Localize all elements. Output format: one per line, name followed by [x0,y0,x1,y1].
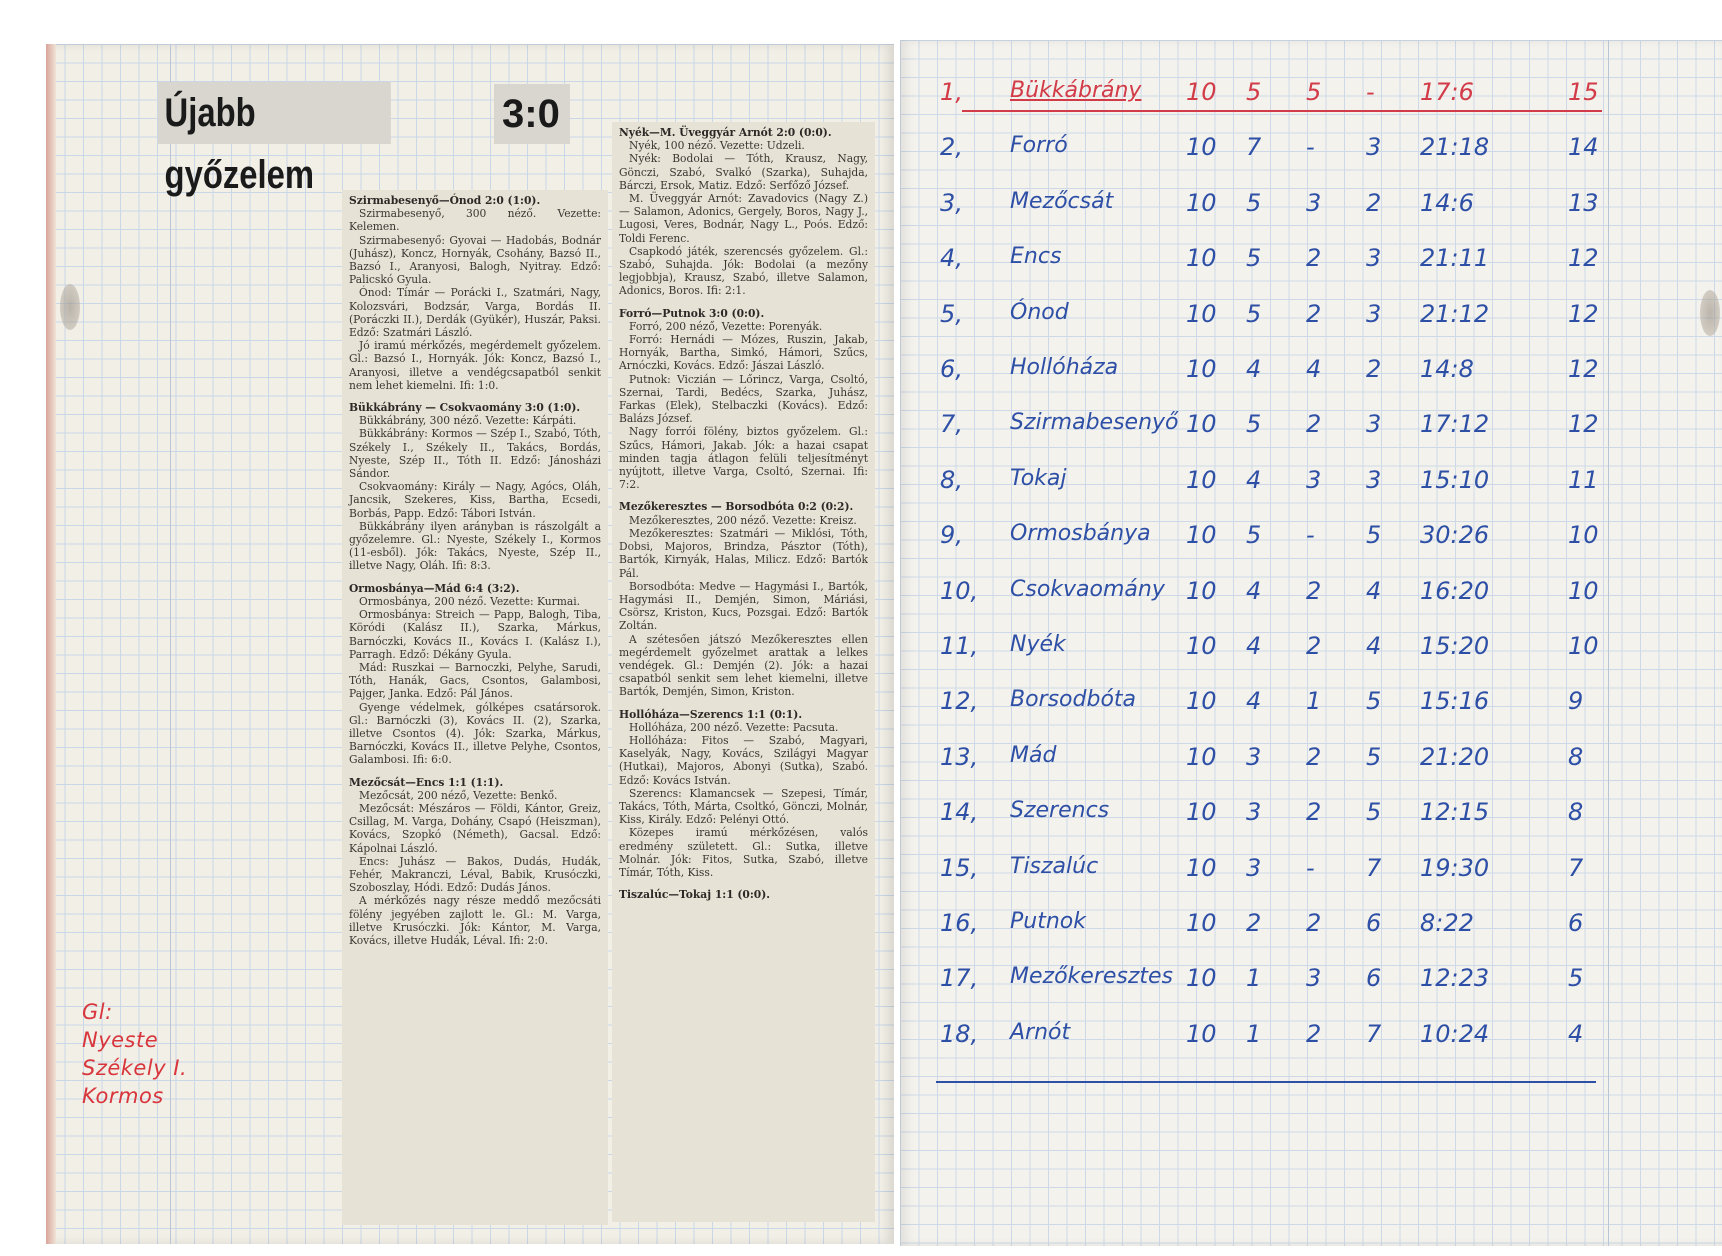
match-report-title: Mezőcsát—Encs 1:1 (1:1). [349,775,504,789]
points-cell: 10 [1568,521,1599,550]
goals-cell: 19:30 [1420,853,1490,882]
won-cell: 5 [1246,299,1262,328]
drawn-cell: 3 [1306,465,1322,494]
won-cell: 4 [1246,465,1262,494]
won-cell: 5 [1246,521,1262,550]
team-name: Forró [1010,133,1068,159]
played-cell: 10 [1186,299,1217,328]
team-name: Putnok [1010,909,1086,934]
match-report-title: Hollóháza—Szerencs 1:1 (0:1). [619,707,803,721]
lost-cell: 2 [1366,355,1382,383]
match-report-paragraph: Mezőcsát: Mészáros — Földi, Kántor, Greiz, Csillag, M. Varga, Dohány, Csapó (Heiszman), Kovács, Szopkó (Németh), Gacsal. Edző: Kápolnai László. [349,801,601,855]
match-report-paragraph: Csokvaomány: Király — Nagy, Agócs, Oláh, Jancsik, Szekeres, Kiss, Bartha, Ecsedi, Borbás, Papp. Edző: Tábori István. [349,480,601,520]
match-report-title: Nyék—M. Üveggyár Arnót 2:0 (0:0). [619,126,832,139]
relegation-line [936,1081,1596,1083]
goals-cell: 12:23 [1420,964,1490,993]
handnote-line: Kormos [82,1084,164,1108]
standings-row [940,577,1620,617]
lost-cell: 7 [1366,853,1382,882]
won-cell: 1 [1246,964,1262,993]
goals-cell: 10:24 [1420,1019,1490,1048]
won-cell: 4 [1246,355,1262,383]
points-cell: 8 [1568,798,1584,827]
rank-cell: 9, [940,521,963,550]
rank-cell: 14, [940,798,979,827]
match-report [349,776,601,948]
lost-cell: 5 [1366,798,1382,827]
match-report-paragraph: Ormosbánya: Streich — Papp, Balogh, Tiba, Köródi (Kalász II.), Szarka, Márkus, Barnóczki, Kovács II., Kovács I. (Kalász I.), Parragh. Edző: Dékány Gyula. [349,608,601,661]
played-cell: 10 [1186,964,1217,993]
points-cell: 12 [1568,244,1599,273]
goals-cell: 15:10 [1420,465,1490,494]
match-report-paragraph: Bükkábrány: Kormos — Szép I., Szabó, Tóth, Székely I., Székely II., Takács, Bordás, Nyeste, Szép II., Tóth II. Edző: Jánosházi Sándor. [349,427,601,481]
won-cell: 4 [1246,632,1262,660]
match-report-paragraph: Forró, 200 néző, Vezette: Porenyák. [629,319,823,333]
match-report-title: Mezőkeresztes — Borsodbóta 0:2 (0:2). [619,500,854,514]
won-cell: 3 [1246,798,1262,827]
match-report-paragraph: Ormosbánya, 200 néző. Vezette: Kurmai. [359,594,581,608]
drawn-cell: 3 [1306,188,1322,217]
points-cell: 6 [1568,909,1584,937]
drawn-cell: 2 [1306,798,1322,827]
rank-cell: 2, [940,133,963,162]
binder-hole-left [60,284,80,330]
rank-cell: 10, [940,576,979,605]
standings-row [940,854,1620,894]
lost-cell: - [1366,78,1375,106]
standings-row [940,410,1620,450]
rank-cell: 8, [940,465,963,494]
played-cell: 10 [1186,742,1217,771]
rank-cell: 1, [940,78,963,106]
won-cell: 7 [1246,133,1262,162]
points-cell: 7 [1568,853,1584,882]
drawn-cell: 2 [1306,410,1322,439]
rank-cell: 6, [940,355,963,383]
drawn-cell: - [1306,521,1315,550]
lost-cell: 3 [1366,133,1382,162]
match-report-paragraph: Szirmabesenyő, 300 néző. Vezette: Kelemen. [349,207,601,234]
lost-cell: 5 [1366,521,1382,550]
goals-cell: 21:18 [1420,133,1490,162]
match-report [619,126,868,298]
standings-row [940,300,1620,340]
rank-cell: 17, [940,964,979,993]
standings-row [940,1020,1620,1060]
won-cell: 4 [1246,687,1262,716]
won-cell: 1 [1246,1019,1262,1048]
match-report-title: Tiszalúc—Tokaj 1:1 (0:0). [619,888,771,902]
points-cell: 11 [1568,465,1599,494]
team-name: Mezőkeresztes [1010,964,1174,990]
match-report-paragraph: M. Üveggyár Arnót: Zavadovics (Nagy Z.) — Salamon, Adonics, Gergely, Boros, Nagy J., Lugosi, Veres, Bodnár, Nagy L., Poós. Edző: Toldi Ferenc. [619,192,868,245]
standings-row [940,521,1620,561]
goals-cell: 15:20 [1420,632,1490,660]
standings-row [940,355,1620,395]
handnote-line: Gl: [82,1000,113,1024]
points-cell: 10 [1568,632,1599,660]
standings-row [940,964,1620,1004]
drawn-cell: 2 [1306,576,1322,605]
points-cell: 5 [1568,964,1584,993]
drawn-cell: 3 [1306,964,1322,993]
lost-cell: 6 [1366,909,1382,937]
won-cell: 4 [1246,576,1262,605]
goals-cell: 14:6 [1420,188,1474,217]
drawn-cell: 1 [1306,687,1322,716]
points-cell: 12 [1568,355,1599,383]
rank-cell: 12, [940,687,979,716]
match-report-paragraph: Mezőkeresztes: Szatmári — Miklósi, Tóth, Dobsi, Majoros, Brindza, Pásztor (Tóth), Bartók, Kirnyák, Halas, Milicz. Edző: Bartók Pál. [619,526,868,580]
match-report-paragraph: Putnok: Viczián — Lőrincz, Varga, Csoltó, Szernai, Tardi, Bedécs, Szarka, Juhász, Farkas (Elek), Stelbaczki (Kovács). Edző: Balázs József. [619,372,868,426]
match-report-paragraph: Hollóháza, 200 néző. Vezette: Pacsuta. [629,720,839,734]
match-report-paragraph: Hollóháza: Fitos — Szabó, Magyari, Kaselyák, Nagy, Kovács, Szilágyi Magyar (Hutkai), Majoros, Abonyi (Sutka), Szabó. Edző: Kovács István. [619,733,868,787]
match-report-title: Szirmabesenyő—Ónod 2:0 (1:0). [349,194,541,207]
won-cell: 5 [1246,188,1262,217]
won-cell: 2 [1246,909,1262,937]
match-report-title: Bükkábrány — Csokvaomány 3:0 (1:0). [349,401,581,415]
match-report [349,401,601,573]
goals-cell: 14:8 [1420,355,1474,383]
match-report-paragraph: Mád: Ruszkai — Barnoczki, Pelyhe, Sarudi, Tóth, Hanák, Gacs, Csontos, Galambosi, Pajger, Janka. Edző: Pál János. [349,660,601,701]
lost-cell: 2 [1366,188,1382,217]
match-report-paragraph: Mezőkeresztes, 200 néző. Vezette: Kreisz. [629,513,857,527]
standings-row [940,687,1620,727]
team-name: Mád [1010,742,1057,768]
team-name: Szirmabesenyő [1010,410,1179,436]
match-report-paragraph: Nyék, 100 néző. Vezette: Udzeli. [629,139,805,153]
played-cell: 10 [1186,576,1217,605]
match-report-title: Forró—Putnok 3:0 (0:0). [619,306,765,320]
match-report [619,888,868,901]
points-cell: 12 [1568,299,1599,328]
lost-cell: 3 [1366,244,1382,273]
played-cell: 10 [1186,410,1217,439]
team-name: Szerencs [1010,798,1110,824]
played-cell: 10 [1186,133,1217,162]
lost-cell: 6 [1366,964,1382,993]
team-name: Nyék [1010,632,1066,657]
rank-cell: 11, [940,632,979,660]
match-report-paragraph: Jó iramú mérkőzés, megérdemelt győzelem. Gl.: Bazsó I., Hornyák. Jók: Koncz, Bazsó I., Aranyosi, illetve a vendégcsapatból senkit nem lehet kiemelni. Ifi: 1:0. [349,339,601,392]
goals-cell: 17:12 [1420,410,1490,439]
standings-row [940,909,1620,949]
rank-cell: 3, [940,188,963,217]
team-name: Hollóháza [1010,355,1119,380]
match-report-paragraph: Szirmabesenyő: Gyovai — Hadobás, Bodnár (Juhász), Koncz, Hornyák, Csohány, Bazsó II., Bazsó I., Aranyosi, Balogh, Nyitray. Edző: Palicskó Gyula. [349,233,601,287]
match-report [619,307,868,492]
goals-cell: 16:20 [1420,576,1490,605]
rank-cell: 4, [940,244,963,273]
binder-hole-right [1700,290,1720,336]
drawn-cell: 5 [1306,78,1322,106]
won-cell: 5 [1246,410,1262,439]
drawn-cell: 2 [1306,909,1322,937]
match-report-paragraph: Szerencs: Klamancsek — Szepesi, Tímár, Takács, Tóth, Márta, Csoltkó, Gönczi, Molnár, Kiss, Király. Edző: Pelényi Ottó. [619,786,868,827]
goals-cell: 8:22 [1420,909,1474,937]
match-report [349,194,601,392]
points-cell: 13 [1568,188,1599,217]
match-report-paragraph: A mérkőzés nagy része meddő mezőcsáti fölény jegyében zajlott le. Gl.: M. Varga, illetve Krusóczki. Jók: Kántor, M. Varga, Kovács, illetve Hudák, Léval. Ifi: 2:0. [349,894,601,947]
points-cell: 10 [1568,576,1599,605]
drawn-cell: - [1306,133,1315,162]
played-cell: 10 [1186,1019,1217,1048]
match-report-paragraph: Bükkábrány, 300 néző. Vezette: Kárpáti. [359,414,577,428]
points-cell: 9 [1568,687,1584,716]
team-name: Ormosbánya [1010,521,1151,547]
won-cell: 3 [1246,853,1262,882]
rank-cell: 15, [940,853,979,882]
rank-cell: 5, [940,299,963,328]
standings-row [940,244,1620,284]
standings-row [940,133,1620,173]
drawn-cell: 2 [1306,244,1322,273]
lost-cell: 3 [1366,465,1382,494]
match-report-paragraph: Közepes iramú mérkőzésen, valós eredmény született. Gl.: Sutka, illetve Molnár. Jók: Fitos, Sutka, Szabó, illetve Tímár, Tóth, Kiss. [619,826,868,879]
lost-cell: 3 [1366,299,1382,328]
match-report-paragraph: Nyék: Bodolai — Tóth, Krausz, Nagy, Gönczi, Szabó, Svalkó (Szarka), Suhajda, Bárczi, Ersok, Matiz. Edző: Serfőző József. [619,152,868,192]
goals-cell: 17:6 [1420,78,1474,106]
won-cell: 5 [1246,244,1262,273]
lost-cell: 5 [1366,687,1382,716]
won-cell: 3 [1246,742,1262,771]
clipping-headline: Újabb győzelem [158,82,391,144]
goals-cell: 15:16 [1420,687,1490,716]
match-report-paragraph: Forró: Hernádi — Mózes, Ruszin, Jakab, Hornyák, Bartha, Simkó, Hámori, Szűcs, Arnóczki, Kovács. Edző: Jászai László. [619,333,868,373]
team-name: Bükkábrány [1010,78,1142,103]
points-cell: 15 [1568,78,1599,106]
points-cell: 4 [1568,1019,1584,1048]
match-report-paragraph: A szétesően játszó Mezőkeresztes ellen megérdemelt győzelmet arattak a lelkes vendégek. Gl.: Demjén (2). Jók: a hazai csapatból senkit sem lehet kiemelni, illetve Bartók, Demjén, Simon, Kriston. [619,632,868,699]
played-cell: 10 [1186,853,1217,882]
team-name: Ónod [1010,299,1069,325]
lost-cell: 5 [1366,742,1382,771]
played-cell: 10 [1186,465,1217,494]
drawn-cell: 2 [1306,742,1322,771]
match-report [619,708,868,880]
rank-cell: 18, [940,1019,979,1048]
newspaper-clipping-column-2 [612,122,875,1222]
played-cell: 10 [1186,521,1217,550]
goals-cell: 21:20 [1420,742,1490,771]
goals-cell: 21:12 [1420,299,1490,328]
match-report [349,582,601,767]
match-report-paragraph: Encs: Juhász — Bakos, Dudás, Hudák, Fehér, Makranczi, Léval, Babik, Krusóczki, Szoboszlay, Hódi. Edző: Dudás János. [349,854,601,895]
played-cell: 10 [1186,909,1217,937]
drawn-cell: 4 [1306,355,1322,383]
standings-row [940,632,1620,672]
played-cell: 10 [1186,78,1217,106]
match-report [619,500,868,698]
goals-cell: 21:11 [1420,244,1490,273]
drawn-cell: 2 [1306,632,1322,660]
played-cell: 10 [1186,188,1217,217]
rank-cell: 7, [940,410,963,439]
team-name: Borsodbóta [1010,687,1137,713]
handwritten-scorers-note [82,998,187,1110]
match-report-paragraph: Gyenge védelmek, gólképes csatársorok. Gl.: Barnóczki (3), Kovács II. (2), Szarka, illetve Csontos (4). Jók: Szarka, Márkus, Barnóczki, Kovács II., illetve Pelyhe, Csontos, Galambosi. Ifi: 6:0. [349,700,601,767]
clipping-score: 3:0 [494,84,570,144]
match-report-paragraph: Mezőcsát, 200 néző, Vezette: Benkő. [359,788,558,802]
points-cell: 12 [1568,410,1599,439]
drawn-cell: 2 [1306,1019,1322,1048]
drawn-cell: - [1306,853,1315,882]
handnote-line: Székely I. [82,1056,188,1080]
team-name: Tiszalúc [1010,853,1099,879]
points-cell: 8 [1568,742,1584,771]
match-report-title: Ormosbánya—Mád 6:4 (3:2). [349,581,520,595]
played-cell: 10 [1186,244,1217,273]
match-report-paragraph: Csapkodó játék, szerencsés győzelem. Gl.: Szabó, Suhajda. Jók: Bodolai (a mezőny legjobbja), Krausz, Szabó, illetve Salamon, Adonics, Boros. Ifi: 2:1. [619,244,868,298]
standings-row [940,466,1620,506]
played-cell: 10 [1186,687,1217,716]
goals-cell: 30:26 [1420,521,1490,550]
handnote-line: Nyeste [82,1028,159,1052]
lost-cell: 3 [1366,410,1382,439]
standings-row [940,189,1620,229]
played-cell: 10 [1186,798,1217,827]
team-name: Mezőcsát [1010,188,1114,214]
points-cell: 14 [1568,133,1599,162]
goals-cell: 12:15 [1420,798,1490,827]
standings-row [940,798,1620,838]
team-name: Csokvaomány [1010,576,1165,602]
match-report-paragraph: Bükkábrány ilyen arányban is rászolgált a győzelemre. Gl.: Nyeste, Székely I., Kormos (11-esből). Jók: Takács, Nyeste, Szép II., illetve Nagy, Oláh. Ifi: 8:3. [349,519,601,573]
match-report-paragraph: Nagy forrói fölény, biztos győzelem. Gl.: Szűcs, Hámori, Jakab. Jók: a hazai csapat minden tagja átlagon felüli teljesítményt nyújtott, illetve Varga, Csoltó, Szernai. Ifi: 7:2. [619,425,868,492]
team-name: Encs [1010,244,1062,270]
match-report-paragraph: Ónod: Tímár — Porácki I., Szatmári, Nagy, Kolozsvári, Bodzsár, Varga, Bordás II. (Poráczki II.), Derdák (Gyükér), Huszár, Paksi. Edző: Szatmári László. [349,286,601,340]
newspaper-clipping-column-1 [342,190,608,1225]
played-cell: 10 [1186,355,1217,383]
lost-cell: 4 [1366,576,1382,605]
standings-row [940,743,1620,783]
rank-cell: 13, [940,742,979,771]
team-name: Tokaj [1010,465,1067,491]
won-cell: 5 [1246,78,1262,106]
drawn-cell: 2 [1306,299,1322,328]
rank-cell: 16, [940,909,979,937]
lost-cell: 4 [1366,632,1382,660]
team-name: Arnót [1010,1019,1071,1045]
played-cell: 10 [1186,632,1217,660]
match-report-paragraph: Borsodbóta: Medve — Hagymási I., Bartók, Hagymási II., Demjén, Simon, Máriási, Csörsz, Kriston, Kucs, Pozsgai. Edző: Bartók Zoltán. [619,579,868,633]
standings-row [940,78,1620,118]
lost-cell: 7 [1366,1019,1382,1048]
